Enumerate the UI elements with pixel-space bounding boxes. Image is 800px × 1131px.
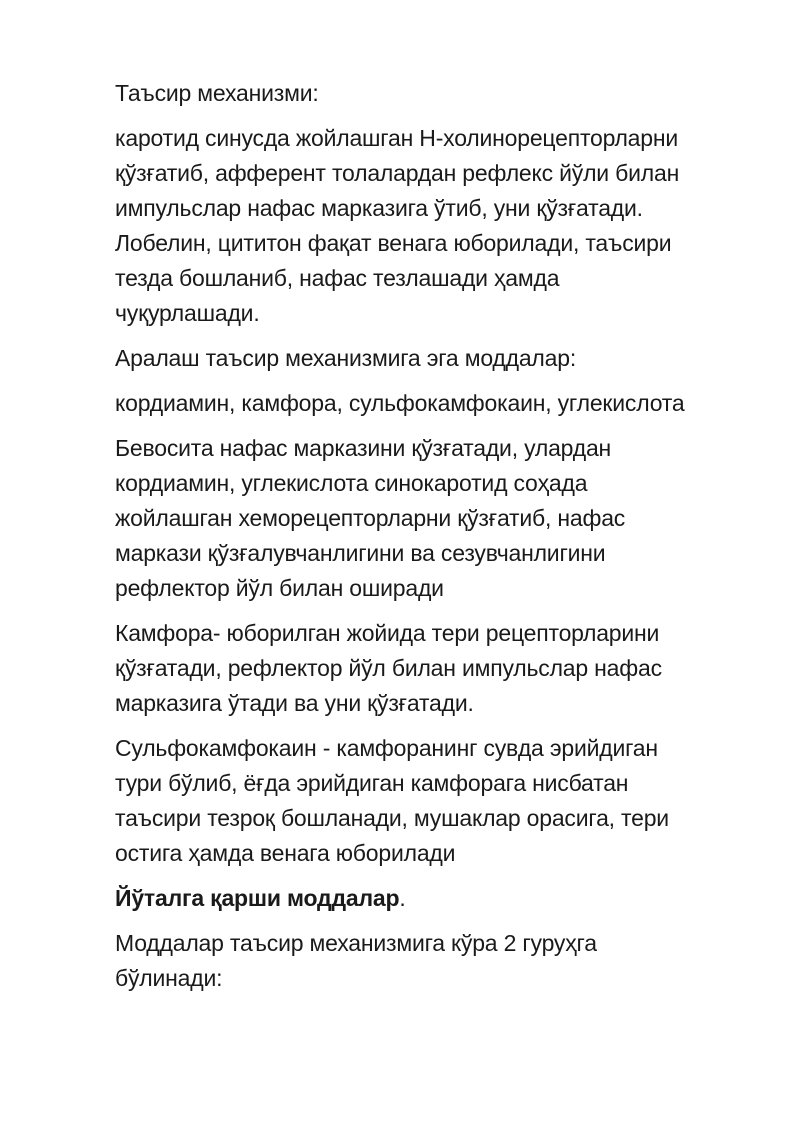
antitussive-heading-period: . [399,885,406,911]
antitussive-heading-bold: Йўталга қарши моддалар [115,885,400,911]
camphor-paragraph: Камфора- юборилган жойида тери рецепторларини қўзғатади, рефлектор йўл билан импульслар нафас марказига ўтади ва уни қўзғатади. [115,620,662,716]
mixed-mechanism-list: кордиамин, камфора, сульфокамфокаин, углекислота [115,390,685,416]
document-body [115,76,755,1006]
mechanism-paragraph: каротид синусда жойлашган Н-холинорецепторларни қўзғатиб, афферент толалардан рефлекс йўли билан импульслар нафас марказига ўтиб, уни қўзғатади. Лобелин, цититон фақат венага юборилади, таъсири тезда бошланиб, нафас тезлашади ҳамда чуқурлашади. [115,125,680,326]
sulfocamphocaine-paragraph: Сульфокамфокаин - камфоранинг сувда эрийдиган тури бўлиб, ёғда эрийдиган камфорага нисбатан таъсири тезроқ бошланади, мушаклар орасига, тери остига ҳамда венага юборилади [115,735,669,866]
mechanism-heading: Таъсир механизми: [115,80,319,106]
antitussive-heading [115,881,755,916]
direct-action-paragraph: Бевосита нафас марказини қўзғатади, улардан кордиамин, углекислота синокаротид соҳада жойлашган хеморецепторларни қўзғатиб, нафас маркази қўзғалувчанлигини ва сезувчанлигини рефлектор йўл билан оширади [115,435,626,601]
mixed-mechanism-heading: Аралаш таъсир механизмига эга моддалар: [115,345,577,371]
groups-paragraph: Моддалар таъсир механизмига кўра 2 гуруҳга бўлинади: [115,930,597,991]
